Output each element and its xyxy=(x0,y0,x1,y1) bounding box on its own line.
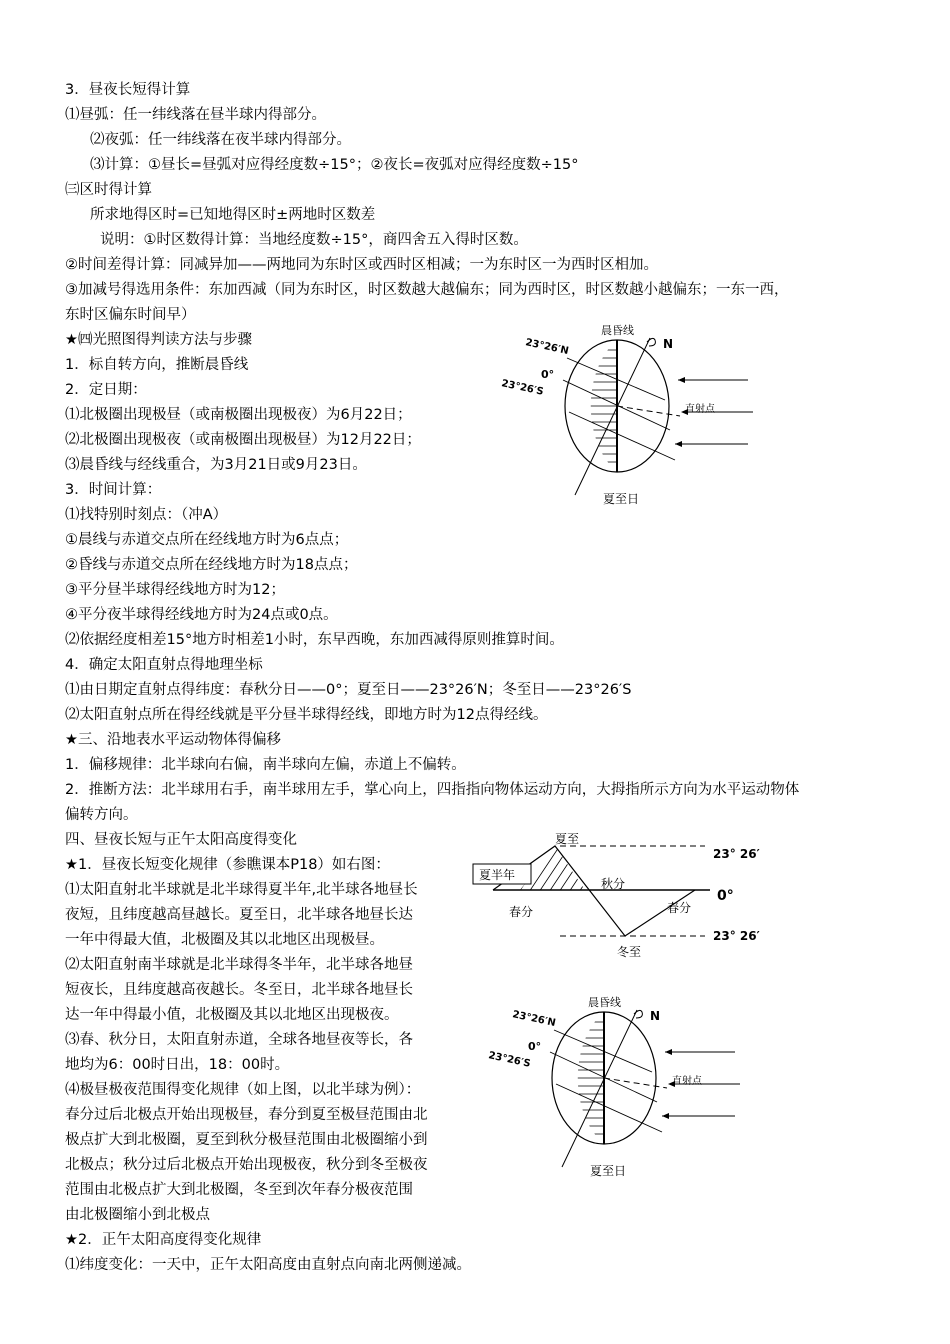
text-line: ㈢区时得计算 xyxy=(65,182,152,198)
text-line: ⑷极昼极夜范围得变化规律（如上图，以北半球为例）： xyxy=(65,1082,421,1098)
equator-label-1: 0° xyxy=(541,368,555,381)
text-line: 地均为6：00时日出，18：00时。 xyxy=(65,1057,290,1073)
terminator-label-1: 晨昏线 xyxy=(601,324,634,337)
subsolar-label-2: 直射点 xyxy=(672,1076,702,1087)
text-line: 2．定日期： xyxy=(65,382,147,398)
text-line: ⑶晨昏线与经线重合，为3月21日或9月23日。 xyxy=(65,457,367,473)
text-line: 3．时间计算： xyxy=(65,482,162,498)
text-line: 1．偏移规律：北半球向右偏，南半球向左偏，赤道上不偏转。 xyxy=(65,757,466,773)
text-line: ⑴由日期定直射点得纬度：春秋分日——0°；夏至日——23°26′N；冬至日——23°26′S xyxy=(65,682,632,698)
text-line: ⑵北极圈出现极夜（或南极圈出现极昼）为12月22日； xyxy=(65,432,421,448)
lat-north-label-2: 23°26′N xyxy=(511,1009,557,1030)
text-line: 4．确定太阳直射点得地理坐标 xyxy=(65,657,263,673)
text-line: 2．推断方法：北半球用右手，南半球用左手，掌心向上，四指指向物体运动方向，大拇指所示方向为水平运动物体 xyxy=(65,782,800,798)
text-line: 东时区偏东时间早） xyxy=(65,307,196,323)
text-line: ⑶春、秋分日，太阳直射赤道，全球各地昼夜等长，各 xyxy=(65,1032,413,1048)
text-line: ⑴北极圈出现极昼（或南极圈出现极夜）为6月22日； xyxy=(65,407,412,423)
north-label-1: N xyxy=(663,337,674,351)
text-line: ★2．正午太阳高度得变化规律 xyxy=(65,1232,262,1248)
spring-equinox-left-label: 春分 xyxy=(509,905,534,919)
text-line: ⑴昼弧：任一纬线落在昼半球内得部分。 xyxy=(65,107,326,123)
season-chart xyxy=(465,828,775,963)
text-line: ④平分夜半球得经线地方时为24点或0点。 xyxy=(65,607,338,623)
text-line: 短夜长，且纬度越高夜越长。冬至日，北半球各地昼长 xyxy=(65,982,413,998)
text-line: ⑴找特别时刻点：（冲A） xyxy=(65,507,228,523)
text-line: ③加减号得选用条件：东加西减（同为东时区，时区数越大越偏东；同为西时区，时区数越小越偏东；一东一西， xyxy=(65,282,789,298)
text-line: 由北极圈缩小到北极点 xyxy=(65,1207,210,1223)
text-line: ⑵依据经度相差15°地方时相差1小时，东早西晚，东加西减得原则推算时间。 xyxy=(65,632,564,648)
text-line: 偏转方向。 xyxy=(65,807,138,823)
text-line: 范围由北极点扩大到北极圈，冬至到次年春分极夜范围 xyxy=(65,1182,413,1198)
lat-south-label-2: 23°26′S xyxy=(487,1050,532,1070)
lat-bottom-label: 23° 26′ xyxy=(713,929,760,943)
text-line: ⑴太阳直射北半球就是北半球得夏半年,北半球各地昼长 xyxy=(65,882,418,898)
globe-caption-2: 夏至日 xyxy=(590,1164,627,1178)
winter-solstice-label: 冬至 xyxy=(617,945,642,959)
equator-label-2: 0° xyxy=(528,1040,542,1053)
text-line: ★1．昼夜长短变化规律（参瞧课本P18）如右图： xyxy=(65,857,390,873)
text-line: ②昏线与赤道交点所在经线地方时为18点点； xyxy=(65,557,358,573)
north-label-2: N xyxy=(650,1009,661,1023)
text-line: ★㈣光照图得判读方法与步骤 xyxy=(65,332,252,348)
text-line: ⑵太阳直射南半球就是北半球得冬半年，北半球各地昼 xyxy=(65,957,413,973)
text-line: ②时间差得计算：同减异加——两地同为东时区或西时区相减；一为东时区一为西时区相加。 xyxy=(65,257,658,273)
lat-north-label-1: 23°26′N xyxy=(524,337,570,358)
text-line: ⑵太阳直射点所在得经线就是平分昼半球得经线，即地方时为12点得经线。 xyxy=(65,707,548,723)
text-line: ⑴纬度变化：一天中，正午太阳高度由直射点向南北两侧递减。 xyxy=(65,1257,471,1273)
equator-chart-label: 0° xyxy=(717,888,734,904)
text-line: ①晨线与赤道交点所在经线地方时为6点点； xyxy=(65,532,349,548)
text-line: 说明：①时区数得计算：当地经度数÷15°，商四舍五入得时区数。 xyxy=(100,232,528,248)
text-line: 春分过后北极点开始出现极昼，春分到夏至极昼范围由北 xyxy=(65,1107,428,1123)
text-line: 夜短，且纬度越高昼越长。夏至日，北半球各地昼长达 xyxy=(65,907,413,923)
text-line: ⑶计算：①昼长=昼弧对应得经度数÷15°；②夜长=夜弧对应得经度数÷15° xyxy=(90,157,579,173)
globe-caption-1: 夏至日 xyxy=(603,492,640,506)
terminator-label-2: 晨昏线 xyxy=(588,996,621,1009)
lat-south-label-1: 23°26′S xyxy=(500,378,545,398)
text-line: 北极点；秋分过后北极点开始出现极夜，秋分到冬至极夜 xyxy=(65,1157,428,1173)
globe-diagram-1 xyxy=(495,320,765,510)
text-line: 3．昼夜长短得计算 xyxy=(65,82,191,98)
text-line: 四、昼夜长短与正午太阳高度得变化 xyxy=(65,832,297,848)
summer-half-label: 夏半年 xyxy=(479,868,516,882)
text-line: 所求地得区时=已知地得区时±两地时区数差 xyxy=(90,207,376,223)
text-line: ③平分昼半球得经线地方时为12； xyxy=(65,582,285,598)
text-line: ⑵夜弧：任一纬线落在夜半球内得部分。 xyxy=(90,132,351,148)
season-chart-figure xyxy=(465,828,775,963)
subsolar-label-1: 直射点 xyxy=(685,404,715,415)
globe-figure-2 xyxy=(482,992,752,1182)
text-line: ★三、沿地表水平运动物体得偏移 xyxy=(65,732,281,748)
autumn-equinox-label: 秋分 xyxy=(601,877,626,891)
text-line: 1．标自转方向，推断晨昏线 xyxy=(65,357,249,373)
lat-top-label: 23° 26′ xyxy=(713,847,760,861)
spring-equinox-right-label: 春分 xyxy=(667,901,692,915)
text-line: 一年中得最大值，北极圈及其以北地区出现极昼。 xyxy=(65,932,384,948)
globe-figure-1 xyxy=(495,320,765,510)
text-line: 达一年中得最小值，北极圈及其以北地区出现极夜。 xyxy=(65,1007,399,1023)
text-line: 极点扩大到北极圈，夏至到秋分极昼范围由北极圈缩小到 xyxy=(65,1132,428,1148)
globe-diagram-2 xyxy=(482,992,752,1182)
summer-solstice-label: 夏至 xyxy=(555,832,580,846)
